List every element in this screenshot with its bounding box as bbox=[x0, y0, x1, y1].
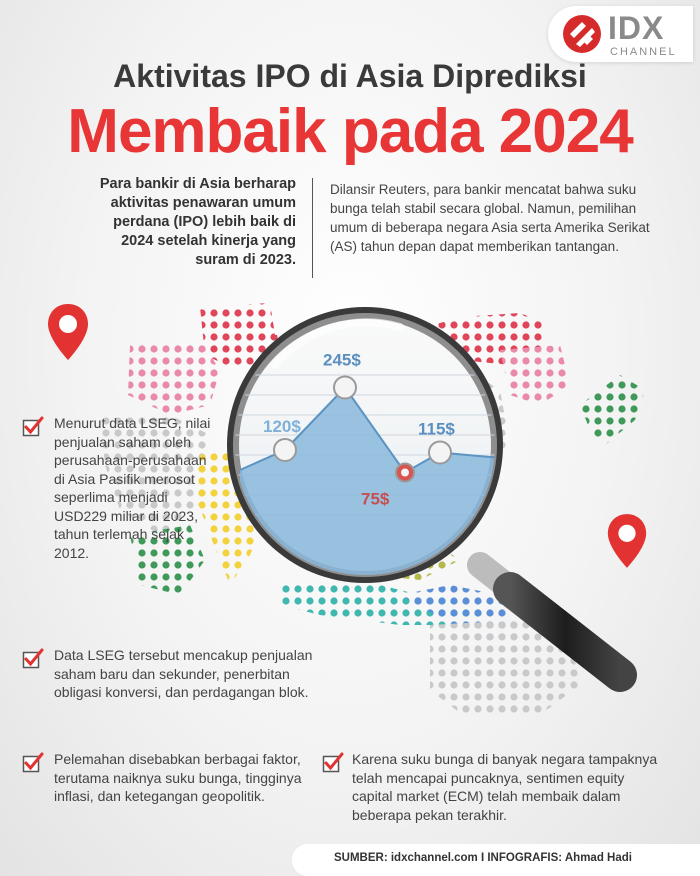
intro-right-text: Dilansir Reuters, para bankir mencatat bahwa suku bunga telah stabil secara global. Namun, pemilihan umum di beberapa negara Asia serta Amerika Serikat (AS) tahun depan dapat memberikan tantangan. bbox=[330, 182, 650, 254]
map-pin-icon bbox=[604, 512, 650, 570]
data-label-1: 120$ bbox=[263, 417, 301, 436]
bullet-text-2: Data LSEG tersebut mencakup penjualan saham baru dan sekunder, penerbitan obligasi konversi, dan perdagangan blok. bbox=[54, 647, 313, 700]
idx-logo-icon bbox=[562, 14, 602, 54]
checkbox-icon bbox=[22, 752, 44, 774]
title-line-2: Membaik pada 2024 bbox=[67, 97, 633, 166]
footer-credit: SUMBER: idxchannel.com I INFOGRAFIS: Ahmad Hadi bbox=[334, 852, 632, 864]
title-line-1: Aktivitas IPO di Asia Diprediksi bbox=[113, 58, 587, 94]
chart-point-1 bbox=[274, 439, 296, 461]
checkbox-icon bbox=[22, 416, 44, 438]
bullet-text-3: Pelemahan disebabkan berbagai faktor, terutama naiknya suku bunga, tingginya inflasi, dan ketegangan geopolitik. bbox=[54, 751, 302, 804]
data-label-2: 245$ bbox=[323, 350, 361, 370]
brand-name: IDX bbox=[608, 10, 665, 46]
data-label-4: 115$ bbox=[418, 419, 455, 439]
checkbox-icon bbox=[22, 648, 44, 670]
data-label-3: 75$ bbox=[361, 489, 390, 509]
chart-point-4 bbox=[429, 442, 451, 464]
intro-left-text: Para bankir di Asia berharap aktivitas penawaran umum perdana (IPO) lebih baik di 2024 setelah kinerja yang suram di 2023. bbox=[99, 176, 296, 268]
intro-divider bbox=[312, 178, 313, 278]
map-pin-icon bbox=[44, 302, 92, 362]
bullet-text-1: Menurut data LSEG, nilai penjualan saham oleh perusahaan-perusahaan di Asia Pasifik merosot seperlima menjadi USD229 miliar di 2023, tahun terlemah sejak 2012. bbox=[54, 415, 211, 561]
bullet-text-4: Karena suku bunga di banyak negara tampaknya telah mencapai puncaknya, sentimen equity capital market (ECM) telah membaik dalam beberapa pekan terakhir. bbox=[352, 751, 658, 823]
checkbox-icon bbox=[322, 752, 344, 774]
brand-logo bbox=[548, 6, 693, 62]
brand-sub: CHANNEL bbox=[610, 46, 677, 58]
chart-point-3-inner bbox=[401, 469, 409, 477]
chart-point-2 bbox=[334, 377, 356, 399]
